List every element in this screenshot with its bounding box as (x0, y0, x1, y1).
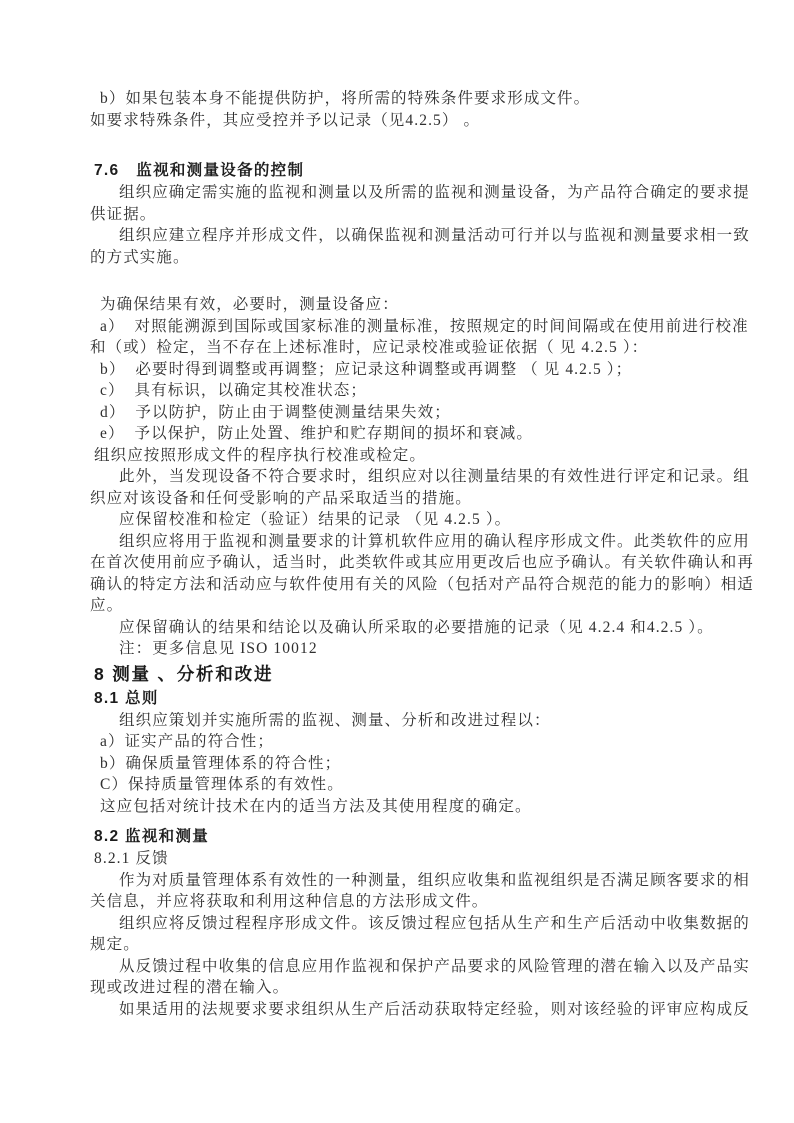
text-line: 如果适用的法规要求要求组织从生产后活动获取特定经验，则对该经验的评审应构成反 (119, 1000, 750, 1018)
text-line: a）证实产品的符合性； (100, 733, 274, 750)
heading-7-6: 7.6 监视和测量设备的控制 (94, 162, 305, 179)
text-line: 组织应建立程序并形成文件，以确保监视和测量活动可行并以与监视和测量要求相一致 (119, 227, 750, 244)
text-line: e） 予以保护，防止处置、维护和贮存期间的损坏和衰减。 (100, 425, 533, 442)
text-line: C）保持质量管理体系的有效性。 (100, 776, 344, 793)
text-line: b） 必要时得到调整或再调整；应记录这种调整或再调整 （ 见 4.2.5 ）； (100, 360, 633, 378)
text-line: 规定。 (90, 936, 140, 953)
text-line: a） 对照能溯源到国际或国家标准的测量标准，按照规定的时间间隔或在使用前进行校准 (100, 317, 749, 335)
text-line: 和（或）检定，当不存在上述标准时，应记录校准或验证依据（ 见 4.2.5 ）： (90, 339, 649, 356)
text-line: 的方式实施。 (90, 248, 190, 266)
heading-8-2: 8.2 监视和测量 (94, 828, 210, 845)
text-line: 组织应确定需实施的监视和测量以及所需的监视和测量设备，为产品符合确定的要求提 (119, 184, 750, 201)
text-line: 组织应策划并实施所需的监视、测量、分析和改进过程以： (119, 711, 551, 729)
text-line: 关信息，并应将获取和利用这种信息的方法形成文件。 (90, 893, 489, 910)
text-line: 应。 (90, 597, 124, 614)
text-line: 如要求特殊条件，其应受控并予以记录（见4.2.5） 。 (90, 111, 481, 129)
text-line: 为确保结果有效，必要时，测量设备应： (100, 296, 399, 313)
text-line: 此外，当发现设备不符合要求时，组织应对以往测量结果的有效性进行评定和记录。组 (119, 468, 750, 485)
text-line: b）如果包装本身不能提供防护，将所需的特殊条件要求形成文件。 (100, 90, 591, 107)
text-line: 组织应将用于监视和测量要求的计算机软件应用的确认程序形成文件。此类软件的应用 (119, 532, 750, 550)
heading-8-2-1: 8.2.1 反馈 (94, 850, 169, 867)
text-line: 注：更多信息见 ISO 10012 (119, 640, 318, 657)
text-line: 应保留确认的结果和结论以及确认所采取的必要措施的记录（见 4.2.4 和4.2.5 ）。 (119, 618, 714, 636)
text-line: 组织应将反馈过程程序形成文件。该反馈过程应包括从生产和生产后活动中收集数据的 (119, 914, 750, 932)
text-line: 在首次使用前应予确认，适当时，此类软件或其应用更改后也应予确认。有关软件确认和再 (90, 554, 755, 571)
text-line: 应保留校准和检定（验证）结果的记录 （见 4.2.5 ）。 (119, 511, 512, 528)
text-line: 现或改进过程的潜在输入。 (90, 979, 290, 996)
heading-8-1: 8.1 总则 (94, 689, 159, 707)
text-line: 供证据。 (90, 205, 157, 223)
text-line: c） 具有标识，以确定其校准状态； (100, 382, 367, 399)
heading-8: 8 测量 、分析和改进 (94, 663, 274, 684)
text-line: 织应对该设备和任何受影响的产品采取适当的措施。 (90, 489, 472, 507)
text-line: 作为对质量管理体系有效性的一种测量，组织应收集和监视组织是否满足顾客要求的相 (119, 871, 750, 889)
text-line: d） 予以防护，防止由于调整使测量结果失效； (100, 403, 451, 421)
text-line: 这应包括对统计技术在内的适当方法及其使用程度的确定。 (100, 797, 532, 815)
text-line: 组织应按照形成文件的程序执行校准或检定。 (94, 446, 427, 464)
text-line: 从反馈过程中收集的信息应用作监视和保护产品要求的风险管理的潜在输入以及产品实 (119, 957, 750, 975)
text-line: 确认的特定方法和活动应与软件使用有关的风险（包括对产品符合规范的能力的影响）相适 (90, 575, 755, 593)
document-text (90, 88, 755, 1020)
text-line: b）确保质量管理体系的符合性； (100, 754, 342, 772)
